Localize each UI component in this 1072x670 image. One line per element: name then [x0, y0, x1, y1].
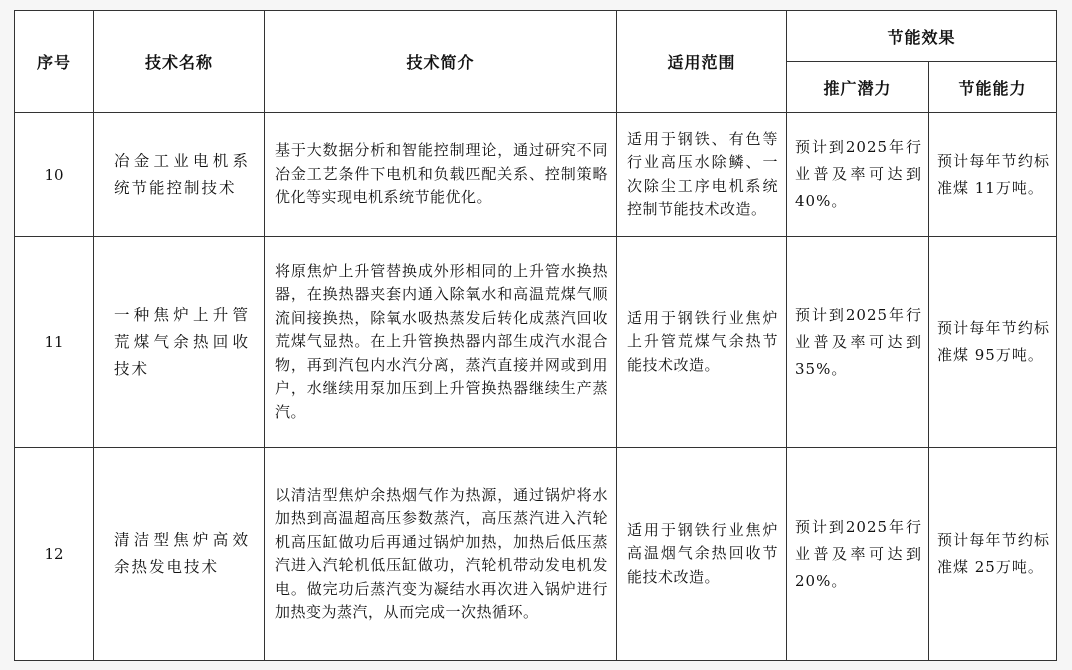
energy-saving-technology-table	[14, 10, 1057, 661]
row-no: 11	[15, 237, 94, 448]
row-tech-name: 清洁型焦炉高效余热发电技术	[94, 448, 265, 661]
row-scope: 适用于钢铁、有色等行业高压水除鳞、一次除尘工序电机系统控制节能技术改造。	[617, 113, 787, 237]
row-potential: 预计到2025年行业普及率可达到40%。	[787, 113, 929, 237]
row-potential: 预计到2025年行业普及率可达到35%。	[787, 237, 929, 448]
header-tech-intro: 技术简介	[265, 11, 617, 113]
row-capacity: 预计每年节约标准煤 25万吨。	[929, 448, 1057, 661]
row-tech-intro: 基于大数据分析和智能控制理论，通过研究不同冶金工艺条件下电机和负载匹配关系、控制策略优化等实现电机系统节能优化。	[265, 113, 617, 237]
row-no: 10	[15, 113, 94, 237]
header-row	[15, 11, 1057, 62]
row-tech-name: 一种焦炉上升管荒煤气余热回收技术	[94, 237, 265, 448]
header-capacity: 节能能力	[929, 62, 1057, 113]
row-capacity: 预计每年节约标准煤 95万吨。	[929, 237, 1057, 448]
row-tech-intro: 以清洁型焦炉余热烟气作为热源，通过锅炉将水加热到高温超高压参数蒸汽，高压蒸汽进入汽轮机高压缸做功后再通过锅炉加热，加热后低压蒸汽进入汽轮机低压缸做功，汽轮机带动发电机发电。做完功后蒸汽变为凝结水再次进入锅炉进行加热变为蒸汽，从而完成一次热循环。	[265, 448, 617, 661]
table-row	[15, 448, 1057, 661]
header-potential: 推广潜力	[787, 62, 929, 113]
header-energy-effect: 节能效果	[787, 11, 1057, 62]
header-tech-name: 技术名称	[94, 11, 265, 113]
header-scope: 适用范围	[617, 11, 787, 113]
row-capacity: 预计每年节约标准煤 11万吨。	[929, 113, 1057, 237]
row-tech-name: 冶金工业电机系统节能控制技术	[94, 113, 265, 237]
row-scope: 适用于钢铁行业焦炉上升管荒煤气余热节能技术改造。	[617, 237, 787, 448]
table-row	[15, 113, 1057, 237]
row-tech-intro: 将原焦炉上升管替换成外形相同的上升管水换热器，在换热器夹套内通入除氧水和高温荒煤气顺流间接换热，除氧水吸热蒸发后转化成蒸汽回收荒煤气显热。在上升管换热器内部生成汽水混合物，再到汽包内水汽分离，蒸汽直接并网或到用户，水继续用泵加压到上升管换热器继续生产蒸汽。	[265, 237, 617, 448]
header-no: 序号	[15, 11, 94, 113]
row-scope: 适用于钢铁行业焦炉高温烟气余热回收节能技术改造。	[617, 448, 787, 661]
table-row	[15, 237, 1057, 448]
row-potential: 预计到2025年行业普及率可达到20%。	[787, 448, 929, 661]
row-no: 12	[15, 448, 94, 661]
